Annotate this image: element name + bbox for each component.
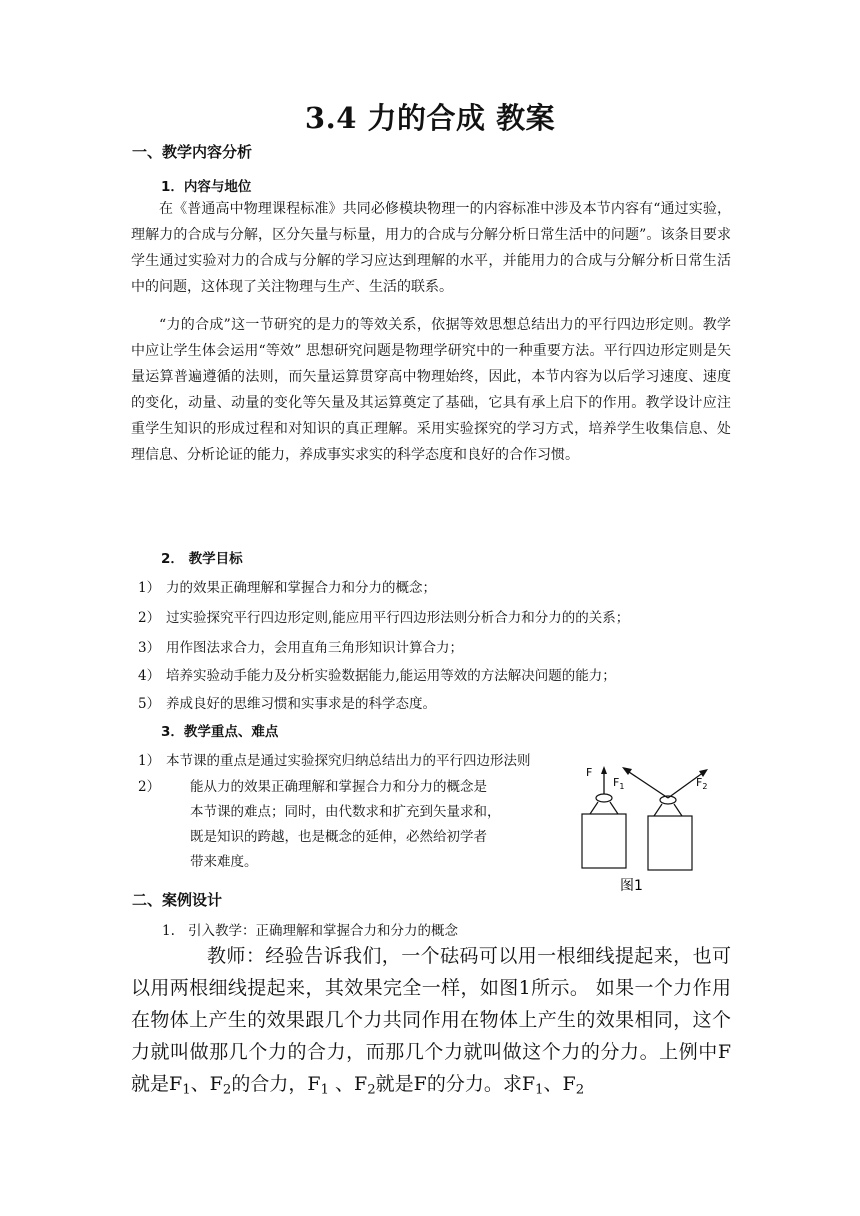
keypoint-item-2 xyxy=(138,775,550,875)
list-number: 3） xyxy=(138,640,161,656)
list-number: 1） xyxy=(138,753,161,769)
label-f2: $F_2$ xyxy=(696,776,708,791)
list-number: 2） xyxy=(138,610,161,626)
section-heading-analysis: 一、教学内容分析 xyxy=(132,143,253,161)
list-text: 本节课的重点是通过实验探究归纳总结出力的平行四边形法则 xyxy=(166,753,531,769)
list-number: 4） xyxy=(138,668,161,684)
goal-item-4 xyxy=(138,664,616,684)
label-f1: $F_1$ xyxy=(613,776,625,791)
subheading-content-position: 1．内容与地位 xyxy=(161,179,252,195)
list-text: 用作图法求合力，会用直角三角形知识计算合力； xyxy=(166,640,463,656)
list-line: 既是知识的跨越，也是概念的延伸，必然给初学者 xyxy=(190,829,487,845)
list-text: 力的效果正确理解和掌握合力和分力的概念； xyxy=(166,580,436,596)
string-line xyxy=(610,802,618,814)
force-f1-arrow xyxy=(626,770,668,798)
weight-block xyxy=(582,814,626,868)
keypoint-item-1 xyxy=(138,749,531,769)
document-title: 3.4 力的合成 教案 xyxy=(304,101,556,135)
paragraph-equivalence xyxy=(131,312,731,468)
goal-item-5 xyxy=(138,692,436,712)
list-number: 2） xyxy=(138,779,161,795)
arrowhead-icon xyxy=(622,767,632,775)
list-number: 1） xyxy=(138,580,161,596)
figure-weights-strings xyxy=(576,762,726,902)
weight-block xyxy=(648,816,692,870)
label-f: F xyxy=(586,766,593,779)
list-text: 养成良好的思维习惯和实事求是的科学态度。 xyxy=(166,696,436,712)
hook-ring xyxy=(596,794,612,802)
paragraph-text: “力的合成”这一节研究的是力的等效关系，依据等效思想总结出力的平行四边形定则。教学中应让学生体会运用“等效” 思想研究问题是物理学研究中的一种重要方法。平行四边形定则是矢量运算普遍遵循的法则，而矢量运算贯穿高中物理始终，因此，本节内容为以后学习速度、速度的变化，动量、动量的变化等矢量及其运算奠定了基础，它具有承上启下的作用。教学设计应注重学生知识的形成过程和对知识的真正理解。采用实验探究的学习方式，培养学生收集信息、处理信息、分析论证的能力，养成事实求实的科学态度和良好的合作习惯。 xyxy=(131,317,731,463)
teacher-intro-paragraph xyxy=(131,940,731,1106)
goal-item-1 xyxy=(138,576,436,596)
list-line: 带来难度。 xyxy=(190,854,258,870)
section-heading-case-design: 二、案例设计 xyxy=(132,891,223,909)
list-line: 本节课的难点；同时，由代数求和扩充到矢量求和， xyxy=(190,804,501,820)
figure-caption: 图1 xyxy=(620,878,643,894)
list-line: 能从力的效果正确理解和掌握合力和分力的概念是 xyxy=(190,779,487,795)
list-number: 5） xyxy=(138,696,161,712)
paragraph-text: 教师：经验告诉我们，一个砝码可以用一根细线提起来，也可以用两根细线提起来，其效果完全一样，如图1所示。 如果一个力作用在物体上产生的效果跟几个力共同作用在物体上产生的效果相同，这个力就叫做那几个力的合力，而那几个力就叫做这个力的分力。上例中F就是$F_1$、$F_2$的合力，$F_1$ 、$F_2$就是F的分力。求$F_1$、$F_2$ xyxy=(131,945,731,1098)
goal-item-2 xyxy=(138,606,629,626)
list-text: 培养实验动手能力及分析实验数据能力,能运用等效的方法解决问题的能力； xyxy=(166,668,616,684)
subheading-key-points: 3．教学重点、难点 xyxy=(161,724,279,740)
paragraph-curriculum-standard xyxy=(131,196,731,300)
goal-item-3 xyxy=(138,636,463,656)
subheading-teaching-goals: 2． 教学目标 xyxy=(161,551,243,567)
case-item-1 xyxy=(162,919,458,939)
string-line xyxy=(674,804,682,816)
list-text: 过实验探究平行四边形定则,能应用平行四边形法则分析合力和分力的的关系； xyxy=(166,610,630,626)
list-text: 引入教学：正确理解和掌握合力和分力的概念 xyxy=(188,923,458,939)
arrowhead-icon xyxy=(601,766,607,774)
paragraph-text: 在《普通高中物理课程标准》共同必修模块物理一的内容标准中涉及本节内容有“通过实验，理解力的合成与分解，区分矢量与标量，用力的合成与分解分析日常生活中的问题”。该条目要求学生通过实验对力的合成与分解的学习应达到理解的水平，并能用力的合成与分解分析日常生活中的问题，这体现了关注物理与生产、生活的联系。 xyxy=(131,201,731,295)
string-line xyxy=(590,802,598,814)
list-number: 1. xyxy=(162,923,175,939)
string-line xyxy=(654,804,662,816)
